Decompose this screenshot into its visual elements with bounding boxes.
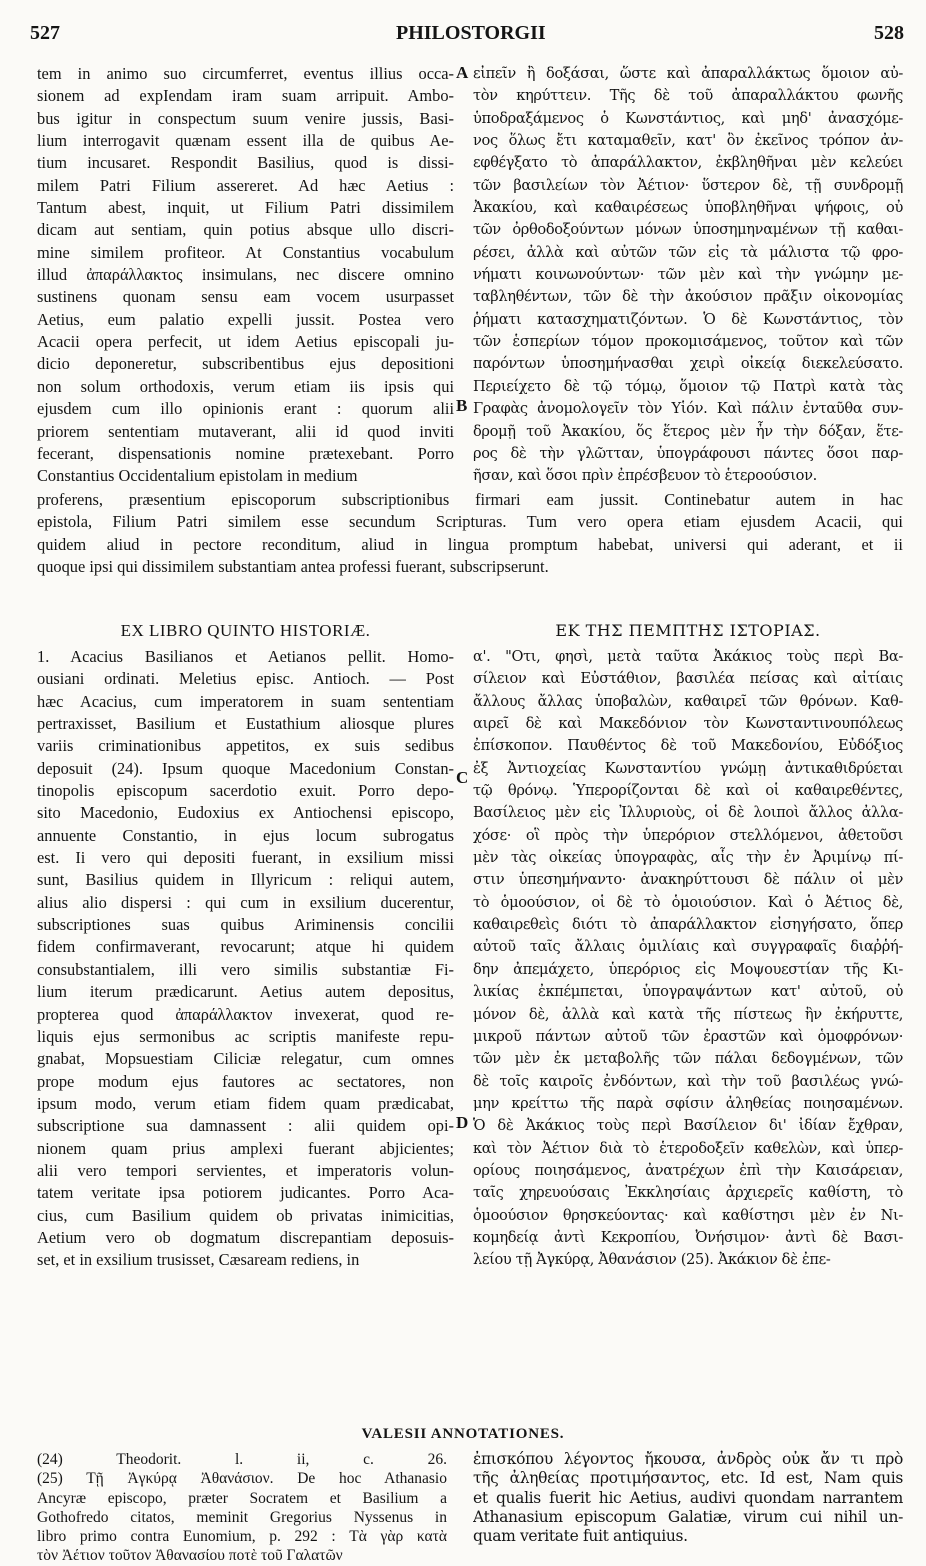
greek-line: τῶν ἑσπερίων τόμον προκομισάμενος, τοῦτον καὶ τῶν [473, 333, 903, 351]
latin-line: nionem quam prius amplexi fuerant abjicientes; [37, 1138, 454, 1158]
greek-line: καθαιρεθεὶς διότι τὸ ἀπαράλλακτον εἰσηγήσατο, ὅπερ [473, 916, 903, 934]
margin-marker-d: D [456, 1113, 469, 1132]
greek-line: εφθέγξατο τὸ ἀπαράλλακτον, ἐκβληθῆναι μὲν κελεύει [473, 154, 903, 172]
latin-line: sionem ad expIendam iram suam arripuit. Ambo- [37, 86, 454, 106]
latin-line: lium iterum prædicarunt. Aetius autem depositus, [37, 982, 454, 1002]
margin-marker-c: C [456, 768, 469, 787]
greek-line: καὶ τὸν Ἀέτιον διὰ τὸ ἑτεροδοξεῖν καθελὼν, καὶ ὑπερ- [473, 1139, 903, 1157]
latin-line: gnabat, Mopsuestiam Ciliciæ relegatur, cum omnes [37, 1049, 454, 1069]
latin-line: 1. Acacius Basilianos et Aetianos pellit. Homo- [37, 647, 454, 666]
greek-line: ἐξ Ἀντιοχείας Κωνσταντίου γνώμῃ ἀντικαθιδρύεται [473, 759, 903, 777]
latin-line: tem in animo suo circumferret, eventus illius occa- [37, 64, 454, 83]
note-line: τῆς ἀληθείας προτιμήσαντος, etc. Id est, Nam quis [473, 1469, 903, 1488]
greek-line: σίλειον καὶ Εὐστάθιον, βασιλέα πείσας καὶ αἰτίαις [473, 670, 903, 688]
greek-line: ορίους ποιησάμενος, ἀνατρέχων ἐπὶ τὴν Καισάρειαν, [473, 1161, 903, 1179]
greek-line: ταῖς χηρευούσαις Ἐκκλησίαις ἀρχιερεῖς καθίστη, τὸ [473, 1184, 903, 1202]
latin-line: illud ἀπαράλλακτος insimulans, nec discere omnino [37, 265, 454, 285]
greek-line: μην κρείττω τῆς παρὰ σφίσιν ἀληθείας ποιησαμένων. [473, 1094, 903, 1112]
latin-line: priorem sententiam mutaverant, alii id quod inviti [37, 421, 454, 441]
greek-line: αὐτοῦ ταῖς ἄλλαις ὁμιλίαις καὶ συγγραφαῖς διαῤῥή- [473, 938, 903, 956]
greek-line: ὑποδραξάμενος ὁ Κωνστάντιος, καὶ μηδ' ἀνασχόμε- [473, 109, 903, 127]
note-line: et qualis fuerit hic Aetius, audivi quondam narrantem [473, 1488, 903, 1507]
latin-line: fidem confirmaverant, revocarunt; atque hi quidem [37, 937, 454, 957]
latin-line: tium incusaret. Respondit Basilius, quod is dissi- [37, 153, 454, 173]
greek-section-heading: ΕΚ ΤΗΣ ΠΕΜΠΤΗΣ ΙΣΤΟΡΙΑΣ. [555, 621, 821, 640]
latin-line: lium interrogavit quænam essent illa de quibus Ae- [37, 131, 454, 151]
latin-line: sito Macedonio, Eudoxius ex Antiochensi episcopo, [37, 803, 454, 823]
margin-marker-b: B [456, 396, 468, 415]
latin-section-heading: EX LIBRO QUINTO HISTORIÆ. [120, 621, 371, 640]
latin-line: Constantius Occidentalium epistolam in medium [37, 466, 358, 486]
note-line: Athanasium episcopum Galatiæ, virum cui nihil un- [473, 1507, 903, 1526]
latin-line: proferens, præsentium episcoporum subscriptionibus firmari eam jussit. Continebatur autem in hac [37, 490, 903, 509]
greek-line: ρος δὲ τὴν γλῶτταν, ὑπογράφουσι πάντες ὅσοι παρ- [473, 444, 903, 462]
greek-line: Βασίλειος μὲν εἰς Ἰλλυριοὺς, οἱ δὲ λοιποὶ ἄλλος ἀλλα- [473, 804, 903, 822]
latin-line: tatem veritate ipsa potiorem judicantes. Porro Aca- [37, 1183, 454, 1203]
greek-line: εἰπεῖν ἢ δοξάσαι, ὥστε καὶ ἀπαραλλάκτως ὅμοιον αὐ- [473, 65, 903, 82]
greek-line: αιρεῖ δὲ καὶ Μακεδόνιον τὸν Κωνσταντινουπόλεως [473, 715, 903, 733]
latin-line: milem Patri Filium assereret. Ad hæc Aetius : [37, 175, 454, 195]
greek-line: νήματι κοινωνούντων· τῶν μὲν καὶ τὴν γνώμην με- [473, 266, 903, 284]
latin-full-width-paragraph [37, 489, 903, 578]
greek-line: Ἀκακίου, καὶ καθαιρέσεως ὑποβληθῆναι ψήφοις, οὐ [473, 199, 903, 217]
greek-line: τῶν μὲν ἐκ μεταβολῆς τῶν πάλαι δεδογμένων, τῶν [473, 1050, 903, 1068]
latin-line: pertraxisset, Basilium et Eustathium aliosque plures [37, 714, 454, 734]
greek-line: Περιείχετο δὲ τῷ τόμῳ, ὅμοιον τῷ Πατρὶ κατὰ τὰς [473, 377, 903, 395]
annotations-right [473, 1450, 903, 1546]
greek-line: κομηδείᾳ ἀντὶ Κεκροπίου, Ὀνήσιμον· ἀντὶ δὲ Βασι- [473, 1228, 903, 1246]
latin-line: set, et in exsilium trusisset, Cæsaream rediens, in [37, 1250, 360, 1270]
latin-line: ejusdem cum illo opinionis erant : quorum alii [37, 399, 454, 419]
latin-line: deposuit (24). Ipsum quoque Macedonium Constan- [37, 758, 454, 778]
latin-line: mine similem profiteor. At Constantius vocabulum [37, 242, 454, 262]
latin-line: epistola, Filium Patri similem esse secundum Scripturas. Tum vero opera etiam ejusdem Acacii, qui [37, 512, 903, 532]
note-line: quam veritate fuit antiquius. [473, 1527, 688, 1546]
latin-line: sustinens quonam sensu eam vocem usurpasset [37, 287, 454, 307]
latin-line: Tantum abest, inquit, ut Filium Patri dissimilem [37, 198, 454, 218]
greek-line: α'. "Οτι, φησὶ, μετὰ ταῦτα Ἀκάκιος τοὺς περὶ Βα- [473, 648, 903, 665]
latin-line: alii vero tempori servientes, et imperatoris volun- [37, 1160, 454, 1180]
greek-line: στιν ὑπεσημήναντο· ἀνακηρύττουσι δὲ πάλιν οἱ μὲν [473, 871, 903, 889]
latin-line: propterea quod ἀπαράλλακτον invexerat, quod re- [37, 1004, 454, 1024]
greek-line: ῥήματι κατασχηματιζόντων. Ὁ δὲ Κωνστάντιος, τὸν [473, 310, 903, 328]
greek-column-top [473, 63, 903, 488]
note-line: (24) Theodorit. l. ii, c. 26. [37, 1451, 447, 1468]
latin-line: variis criminationibus appetitos, ex suis sedibus [37, 736, 454, 756]
latin-line: dicam aut sentiam, quin potius absque ullo discri- [37, 220, 454, 240]
latin-line: non solum orthodoxis, verum etiam iis ipsis qui [37, 376, 454, 396]
greek-line: μόνον δὲ, ἀλλὰ καὶ κατὰ τῆς πίστεως ἣν ἐκήρυττε, [473, 1005, 903, 1023]
latin-line: dicio deponeretur, subscribentibus ejus depositioni [37, 354, 454, 374]
note-line: (25) Τῇ Ἀγκύρᾳ Ἀθανάσιον. De hoc Athanasio [37, 1470, 447, 1488]
greek-line: Ὁ δὲ Ἀκάκιος τοὺς περὶ Βασίλειον δι' ἰδίαν ἔχθραν, [473, 1117, 903, 1135]
latin-line: hæc Acacius, cum imperatorem in suam sententiam [37, 691, 454, 711]
page-number-left: 527 [30, 22, 60, 44]
greek-line: τῶν βασιλείων τὸν Ἀέτιον· ὕστερον δὲ, τῇ συνδρομῇ [473, 176, 903, 194]
latin-line: Acacii opera perfecit, ut idem Aetius episcopali ju- [37, 332, 454, 352]
latin-line: quoque ipsi qui dissimilem substantiam antea professi fuerant, subscripserunt. [37, 557, 549, 577]
latin-line: alius alio dispersi : qui cum in exsilium ducerentur, [37, 892, 454, 912]
greek-line: ἄλλους ἄλλας ὑποβαλὼν, καθαιρεῖ τῶν θρόνων. Καθ- [473, 692, 903, 710]
latin-line: Aetius, eum palatio expelli jussit. Postea vero [37, 309, 454, 329]
note-line: ἐπισκόπου λέγοντος ἤκουσα, ἀνδρὸς οὐκ ἄν τι πρὸ [473, 1450, 903, 1468]
greek-line: ρέσει, ἀλλὰ καὶ αὐτῶν τῶν εἰς τὰ μάλιστα τῷ φρο- [473, 243, 903, 261]
latin-line: sunt, Basilius quidem in Illyricum : reliqui autem, [37, 870, 454, 890]
page-number-right: 528 [874, 22, 904, 44]
latin-line: bus igitur in conspectum suum venire jussis, Basi- [37, 108, 454, 128]
latin-line: quidem aliud in pectore reconditum, aliud in lingua promptum habebat, universi qui aderant, et ii [37, 534, 903, 554]
greek-line: τὸ ὁμοούσιον, οἱ δὲ τὸ ὁμοιούσιον. Καὶ ὁ Ἀέτιος δὲ, [473, 893, 903, 911]
latin-line: fecerant, dispensationis nomine prætexebant. Porro [37, 443, 454, 463]
greek-line: δρομῇ τοῦ Ἀκακίου, ὅς ἕτερος μὲν ἦν τὴν δόξαν, ἕτε- [473, 422, 903, 440]
latin-line: ousiani ordinati. Meletius episc. Antioch. — Post [37, 669, 454, 689]
greek-line: τῶν ὀρθοδοξούντων μόνων ὑποσημηναμένων τῇ καθαι- [473, 221, 903, 239]
latin-line: consubstantialem, illi vero similis substantiæ Fi- [37, 959, 454, 979]
latin-line: liquis ejus sermonibus ac scriptis manifeste repu- [37, 1026, 454, 1046]
greek-line: χόσε· οἳ πρὸς τὴν ὑπερόριον στελλόμενοι, ἀθετοῦσι [473, 826, 903, 844]
greek-line: λείου τῇ Ἀγκύρᾳ, Ἀθανάσιον (25). Ἀκάκιον δὲ ἐπε- [473, 1251, 831, 1269]
running-title: PHILOSTORGII [396, 22, 546, 44]
greek-line: ῆσαν, καὶ ὅσοι πρὶν ἐπρέσβευον τὸ ἑτεροούσιον. [473, 467, 817, 485]
annotations-left [37, 1450, 447, 1566]
latin-line: prope modum ejus fautores ac sectatores, non [37, 1071, 454, 1091]
greek-line: Γραφὰς ἀνομολογεῖν τὸν Υἱόν. Καὶ πάλιν ἐνταῦθα συν- [473, 400, 903, 418]
latin-line: Aetium vero ob dogmatum discrepantiam deposuis- [37, 1227, 454, 1247]
note-line: Ancyræ episcopo, præter Socratem et Basilium a [37, 1489, 447, 1507]
latin-line: subscriptione sua damnassent : alii quidem opi- [37, 1116, 454, 1136]
latin-line: est. Ii vero qui depositi fuerant, in exsilium missi [37, 848, 454, 868]
running-header [30, 22, 904, 52]
greek-line: δὲ τοῖς καιροῖς ἐνδόντων, καὶ τὴν τοῦ βασιλέως γνώ- [473, 1072, 903, 1090]
note-line: τὸν Ἀέτιον τοῦτον Ἀθανασίου ποτὲ τοῦ Γαλατῶν [37, 1547, 343, 1565]
greek-line: παρόντων ὑποσημήνασθαι χειρὶ οἰκείᾳ διεκελεύσατο. [473, 355, 903, 373]
greek-line: ταβληθέντων, τῶν δὲ τὴν ἀκούσιον πρᾶξιν οἰκονομίας [473, 288, 903, 306]
greek-column-bottom [473, 646, 903, 1272]
latin-line: annuente Constantio, in ejus locum subrogatus [37, 825, 454, 845]
latin-line: subscriptiones suas quibus Ariminensis concilii [37, 915, 454, 935]
latin-column-top [37, 63, 454, 488]
margin-marker-a: A [456, 63, 469, 82]
greek-line: τὸν κηρύττειν. Τῆς δὲ τοῦ ἀπαραλλάκτου φωνῆς [473, 87, 903, 105]
greek-line: ἐπίσκοπον. Παυθέντος δὲ τοῦ Μακεδονίου, Εὐδόξιος [473, 737, 903, 755]
latin-line: ipsum modo, verum etiam fidem quam prædicabat, [37, 1093, 454, 1113]
greek-line: μὲν τὰς οἰκείας ὑπογραφὰς, αἷς τὴν ἐν Ἀριμίνῳ πί- [473, 849, 903, 867]
greek-line: νος ὅλως ἔτι καταμαθεῖν, κατ' ὃν ἐκεῖνος τρόπον ἀν- [473, 132, 903, 150]
greek-line: τῷ θρόνῳ. Ὑπερορίζονται δὲ καὶ οἱ καθαιρεθέντες, [473, 782, 903, 800]
greek-line: μικροῦ πάντων αὐτοῦ τῶν ἐραστῶν καὶ ὁμοφρόνων· [473, 1027, 903, 1045]
greek-line: δην ἀπεμάχετο, ὑπερόριος εἰς Μοψουεστίαν τῆς Κι- [473, 960, 903, 978]
greek-line: ὁμοούσιον θρησκεύοντας· καὶ καθίστησι μὲν ἐν Νι- [473, 1206, 903, 1224]
latin-line: cius, cum Basilium quidem ob privatas inimicitias, [37, 1205, 454, 1225]
annotations-title: VALESII ANNOTATIONES. [361, 1426, 565, 1442]
note-line: libro primo contra Eunomium, p. 292 : Τὰ γὰρ κατὰ [37, 1528, 447, 1546]
note-line: Gothofredo citatos, meminit Gregorius Nyssenus in [37, 1508, 447, 1526]
latin-line: tinopolis episcopum sacerdotio exuit. Porro depo- [37, 781, 454, 801]
latin-column-bottom [37, 646, 454, 1272]
greek-line: λικίας ἐκπέμπεται, ὑπογραψάντων κατ' αὐτοῦ, οὐ [473, 983, 903, 1001]
